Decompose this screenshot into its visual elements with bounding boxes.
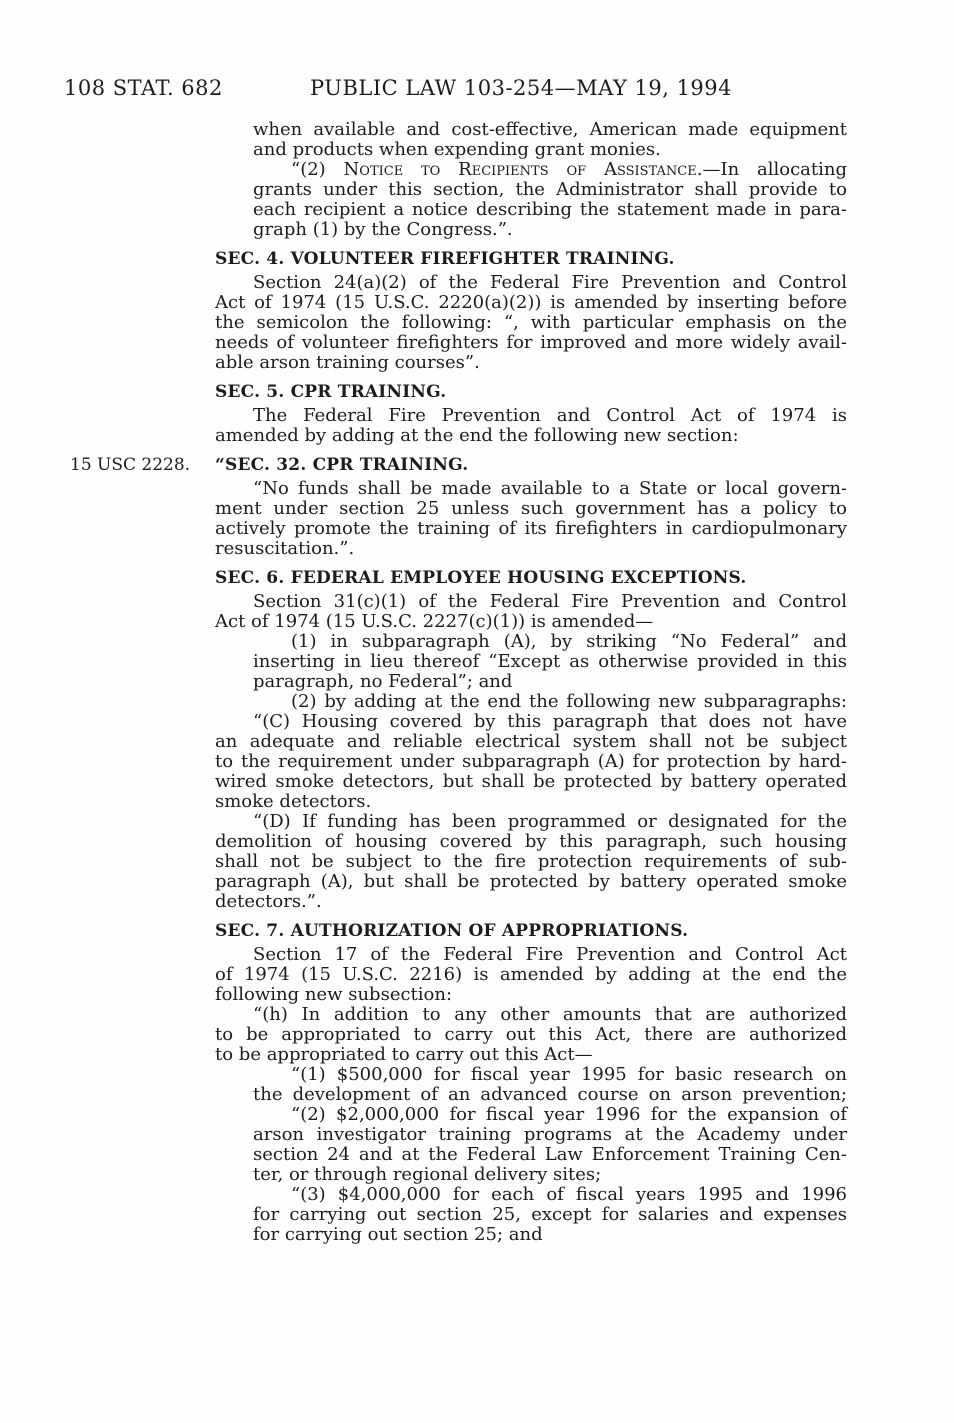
text-line: for carrying out section 25, except for salaries and expenses <box>253 1204 847 1225</box>
text-line: paragraph, no Federal”; and <box>253 671 513 692</box>
text-line: ment under section 25 unless such government has a policy to <box>215 498 847 519</box>
text-line: an adequate and reliable electrical system shall not be subject <box>215 731 847 752</box>
text-line: shall not be subject to the fire protection requirements of sub- <box>215 851 847 872</box>
text-line: (1) in subparagraph (A), by striking “No Federal” and <box>291 631 847 652</box>
text-line: following new subsection: <box>215 984 453 1005</box>
text-line: of 1974 (15 U.S.C. 2216) is amended by adding at the end the <box>215 964 847 985</box>
text-line: “(D) If funding has been programmed or designated for the <box>253 811 847 832</box>
paragraph-grant-continuation <box>253 120 847 160</box>
sec4-body <box>215 273 847 373</box>
text-line: needs of volunteer firefighters for improved and more widely avail- <box>215 332 847 353</box>
sec5-heading: SEC. 5. CPR TRAINING. <box>215 382 447 402</box>
sec6-item-1 <box>253 632 847 692</box>
margin-note-usc-citation: 15 USC 2228. <box>70 455 191 475</box>
paragraph-notice-to-recipients <box>253 160 847 240</box>
sec7-item-3 <box>253 1185 847 1245</box>
sec5-body <box>215 406 847 446</box>
sec7-heading: SEC. 7. AUTHORIZATION OF APPROPRIATIONS. <box>215 921 689 941</box>
statute-text-column <box>215 120 847 1245</box>
sec7-item-1 <box>253 1065 847 1105</box>
text-line: wired smoke detectors, but shall be protected by battery operated <box>215 771 847 792</box>
sec32-body <box>215 479 847 559</box>
notice-lead: “(2) <box>291 159 344 180</box>
text-line: resuscitation.”. <box>215 538 355 559</box>
text-line: grants under this section, the Administrator shall provide to <box>253 179 847 200</box>
notice-first-line <box>253 160 847 180</box>
text-line: Section 24(a)(2) of the Federal Fire Prevention and Control <box>253 272 847 293</box>
text-line: Act of 1974 (15 U.S.C. 2220(a)(2)) is amended by inserting before <box>215 292 847 313</box>
text-line: inserting in lieu thereof “Except as otherwise provided in this <box>253 651 847 672</box>
text-line: detectors.”. <box>215 891 322 912</box>
text-line: to be appropriated to carry out this Act— <box>215 1044 593 1065</box>
sec7-item-2 <box>253 1105 847 1185</box>
text-line: able arson training courses”. <box>215 352 480 373</box>
text-line: to be appropriated to carry out this Act, there are authorized <box>215 1024 847 1045</box>
text-line: paragraph (A), but shall be protected by battery operated smoke <box>215 871 847 892</box>
text-line: smoke detectors. <box>215 791 372 812</box>
text-line: “(3) $4,000,000 for each of fiscal years 1995 and 1996 <box>291 1184 847 1205</box>
text-line: “No funds shall be made available to a State or local govern- <box>253 478 847 499</box>
text-line: actively promote the training of its firefighters in cardiopulmonary <box>215 518 847 539</box>
text-line: “(C) Housing covered by this paragraph that does not have <box>253 711 847 732</box>
text-line: The Federal Fire Prevention and Control Act of 1974 is <box>253 405 847 426</box>
sec6-item-2 <box>253 692 847 712</box>
text-line: Act of 1974 (15 U.S.C. 2227(c)(1)) is amended— <box>215 611 654 632</box>
page-law-header: PUBLIC LAW 103-254—MAY 19, 1994 <box>309 76 733 100</box>
text-line: graph (1) by the Congress.”. <box>253 219 513 240</box>
text-line: arson investigator training programs at the Academy under <box>253 1124 847 1145</box>
text-line: section 24 and at the Federal Law Enforcement Training Cen- <box>253 1144 847 1165</box>
text-line: Section 31(c)(1) of the Federal Fire Prevention and Control <box>253 591 847 612</box>
text-line: for carrying out section 25; and <box>253 1224 543 1245</box>
text-line: and products when expending grant monies. <box>253 139 661 160</box>
sec6-heading: SEC. 6. FEDERAL EMPLOYEE HOUSING EXCEPTIONS. <box>215 568 747 588</box>
sec6-subparagraph-c <box>215 712 847 812</box>
text-line: “(h) In addition to any other amounts that are authorized <box>253 1004 847 1025</box>
sec7-subsection-h <box>215 1005 847 1065</box>
text-line: each recipient a notice describing the statement made in para- <box>253 199 847 220</box>
sec6-subparagraph-d <box>215 812 847 912</box>
text-line: ter, or through regional delivery sites; <box>253 1164 602 1185</box>
text-line: to the requirement under subparagraph (A) for protection by hard- <box>215 751 847 772</box>
text-line: Section 17 of the Federal Fire Prevention and Control Act <box>253 944 847 965</box>
text-line: “(2) $2,000,000 for fiscal year 1996 for the expansion of <box>291 1104 847 1125</box>
text-line: when available and cost-effective, American made equipment <box>253 119 847 140</box>
sec32-quoted-heading: “SEC. 32. CPR TRAINING. <box>215 455 469 475</box>
text-line: (2) by adding at the end the following new subparagraphs: <box>291 691 847 712</box>
text-line: the development of an advanced course on arson prevention; <box>253 1084 847 1105</box>
text-line: the semicolon the following: “, with particular emphasis on the <box>215 312 847 333</box>
text-line: “(1) $500,000 for fiscal year 1995 for basic research on <box>291 1064 847 1085</box>
notice-smallcaps: Notice to Recipients of Assistance. <box>343 159 703 180</box>
sec7-body <box>215 945 847 1005</box>
text-line: demolition of housing covered by this paragraph, such housing <box>215 831 847 852</box>
notice-rest: —In allocating <box>702 159 848 180</box>
sec6-body <box>215 592 847 632</box>
page-stat-number: 108 STAT. 682 <box>64 76 223 100</box>
text-line: amended by adding at the end the following new section: <box>215 425 739 446</box>
sec4-heading: SEC. 4. VOLUNTEER FIREFIGHTER TRAINING. <box>215 249 675 269</box>
